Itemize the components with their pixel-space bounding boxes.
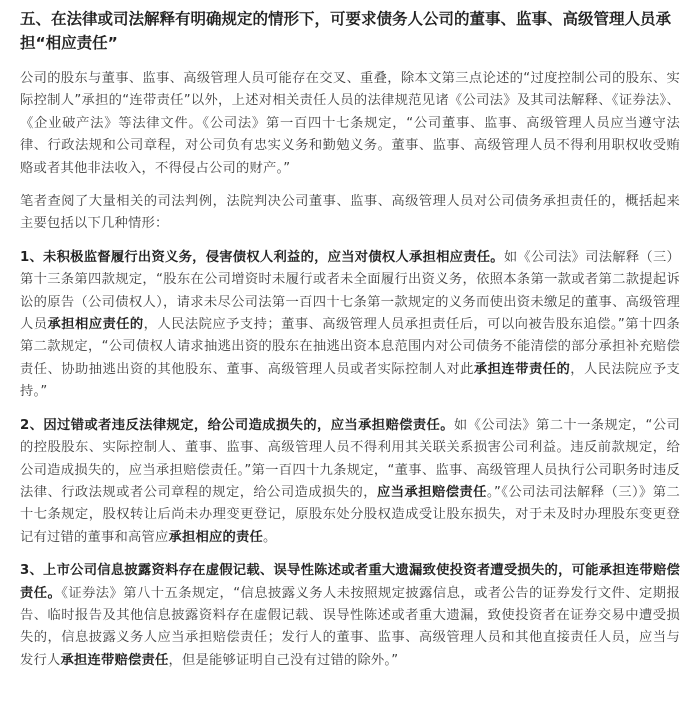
intro-paragraph: 公司的股东与董事、监事、高级管理人员可能存在交叉、重叠，除本文第三点论述的“过度控制公司的股东、实际控制人”承担的“连带责任”以外，上述对相关责任人员的法律规范见诸《公司法》及其司法解释、《证券法》、《企业破产法》等法律文件。《公司法》第一百四十七条规定，“公司董事、监事、高级管理人员应当遵守法律、行政法规和公司章程，对公司负有忠实义务和勤勉义务。董事、监事、高级管理人员不得利用职权收受贿赂或者其他非法收入，不得侵占公司的财产。”: [20, 71, 680, 176]
item-lead: 1、未积极监督履行出资义务，侵害债权人利益的，应当对债权人承担相应责任。: [20, 249, 504, 265]
liability-item-2: [20, 415, 680, 549]
item-lead: 2、因过错或者违反法律规定，给公司造成损失的，应当承担赔偿责任。: [20, 417, 454, 433]
item-text: 。: [262, 529, 277, 545]
item-text: 如《公司法》第二十一条规定，“公司的控股股东、实际控制人、董事、监事、高级管理人员不得利用其关联关系损害公司利益。违反前款规定，给公司造成损失的，应当承担赔偿责任。”第一百四十九条规定，“董事、监事、高级管理人员执行公司职务时违反法律、行政法规或者公司章程的规定，给公司造成损失的，: [20, 417, 680, 500]
section-heading: 五、在法律或司法解释有明确规定的情形下，可要求债务人公司的董事、监事、高级管理人员承担“相应责任”: [20, 10, 672, 52]
item-text: ，人民法院应予支持；董事、高级管理人员承担责任后，可以向被告股东追偿。”第十四条第二款规定，“公司债权人请求抽逃出资的股东在抽逃出资本息范围内对公司债务不能清偿的部分承担补充赔偿责任、协助抽逃出资的其他股东、董事、高级管理人员或者实际控制人对此: [20, 317, 680, 377]
item-emphasis: 承担连带责任的: [473, 361, 571, 377]
item-text: 《证券法》第八十五条规定，“信息披露义务人未按照规定披露信息，或者公告的证券发行文件、定期报告、临时报告及其他信息披露资料存在虚假记载、误导性陈述或者重大遗漏，致使投资者在证券交易中遭受损失的，信息披露义务人应当承担赔偿责任；发行人的董事、监事、高级管理人员和其他直接责任人员，应当与发行人: [20, 585, 681, 668]
item-emphasis: 承担相应责任的: [47, 317, 144, 333]
item-emphasis: 应当承担赔偿责任: [377, 484, 487, 500]
item-text: ，人民法院应予支持。”: [20, 361, 680, 400]
item-text: 如《公司法》司法解释（三）第十三条第四款规定，“股东在公司增资时未履行或者未全面履行出资义务，依照本条第一款或者第二款提起诉讼的原告（公司债权人），请求未尽公司法第一百四十七条第一款规定的义务而使出资未缴足的董事、高级管理人员: [20, 249, 680, 333]
item-emphasis: 承担相应的责任: [168, 529, 263, 545]
item-emphasis: 承担连带赔偿责任: [60, 652, 169, 668]
item-text: 。”《公司法司法解释（三）》第二十七条规定，股权转让后尚未办理变更登记，原股东处分股权造成受让股东损失，对于未及时办理股东变更登记有过错的董事和高管应: [20, 484, 681, 545]
liability-item-1: [20, 247, 680, 404]
liability-item-3: [20, 560, 680, 672]
summary-paragraph: 笔者查阅了大量相关的司法判例，法院判决公司董事、监事、高级管理人员对公司债务承担责任的，概括起来主要包括以下几种情形：: [20, 194, 680, 232]
item-lead: 3、上市公司信息披露资料存在虚假记载、误导性陈述或者重大遗漏致使投资者遭受损失的，可能承担连带赔偿责任。: [20, 563, 680, 601]
item-text: ，但是能够证明自己没有过错的除外。”: [168, 652, 399, 668]
